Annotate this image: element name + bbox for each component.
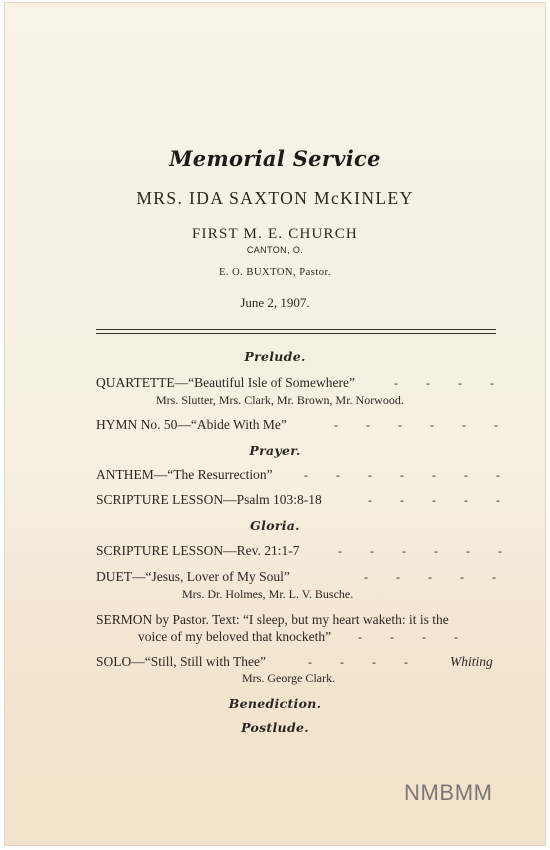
- quartette-leader: - - - -: [394, 376, 494, 390]
- solo-leader: - - - -: [308, 655, 408, 669]
- duet-leader: - - - - -: [364, 570, 496, 584]
- divider-rule-bottom: [96, 333, 496, 334]
- honoree-name: MRS. IDA SAXTON McKINLEY: [136, 188, 414, 208]
- scripture-lesson-2: SCRIPTURE LESSON—Rev. 21:1-7: [96, 543, 300, 558]
- pastor-name: E. O. BUXTON, Pastor.: [218, 267, 332, 278]
- page-title: Memorial Service: [169, 146, 381, 171]
- hymn-leader: - - - - - -: [334, 418, 498, 432]
- church-name: FIRST M. E. CHURCH: [192, 226, 358, 242]
- hymn-line: HYMN No. 50—“Abide With Me”: [96, 417, 287, 432]
- quartette-line: QUARTETTE—“Beautiful Isle of Somewhere”: [96, 375, 355, 390]
- section-postlude: Postlude.: [241, 720, 309, 735]
- duet-singers: Mrs. Dr. Holmes, Mr. L. V. Busche.: [182, 587, 354, 601]
- solo-composer: Whiting: [450, 654, 493, 669]
- section-prelude: Prelude.: [244, 349, 306, 364]
- church-city: CANTON, O.: [246, 245, 304, 255]
- archive-watermark: NMBMM: [404, 780, 493, 805]
- scripture-1-leader: - - - - -: [368, 493, 500, 507]
- anthem-leader: - - - - - - -: [304, 468, 500, 482]
- sermon-line-2: voice of my beloved that knocketh”: [138, 629, 332, 644]
- section-benediction: Benediction.: [228, 696, 322, 711]
- section-gloria: Gloria.: [250, 518, 300, 533]
- quartette-singers: Mrs. Slutter, Mrs. Clark, Mr. Brown, Mr. Norwood.: [156, 393, 404, 407]
- service-date: June 2, 1907.: [240, 295, 310, 310]
- anthem-line: ANTHEM—“The Resurrection”: [96, 467, 273, 482]
- divider-rule-top: [96, 329, 496, 330]
- sermon-leader: - - - -: [358, 630, 458, 644]
- solo-singer: Mrs. George Clark.: [242, 671, 336, 685]
- scripture-2-leader: - - - - - -: [338, 544, 502, 558]
- duet-line: DUET—“Jesus, Lover of My Soul”: [96, 569, 290, 584]
- program-page: [4, 2, 546, 846]
- sermon-line-1: SERMON by Pastor. Text: “I sleep, but my heart waketh: it is the: [96, 612, 449, 627]
- scripture-lesson-1: SCRIPTURE LESSON—Psalm 103:8-18: [96, 492, 322, 507]
- solo-line: SOLO—“Still, Still with Thee”: [96, 654, 266, 669]
- section-prayer: Prayer.: [249, 443, 301, 458]
